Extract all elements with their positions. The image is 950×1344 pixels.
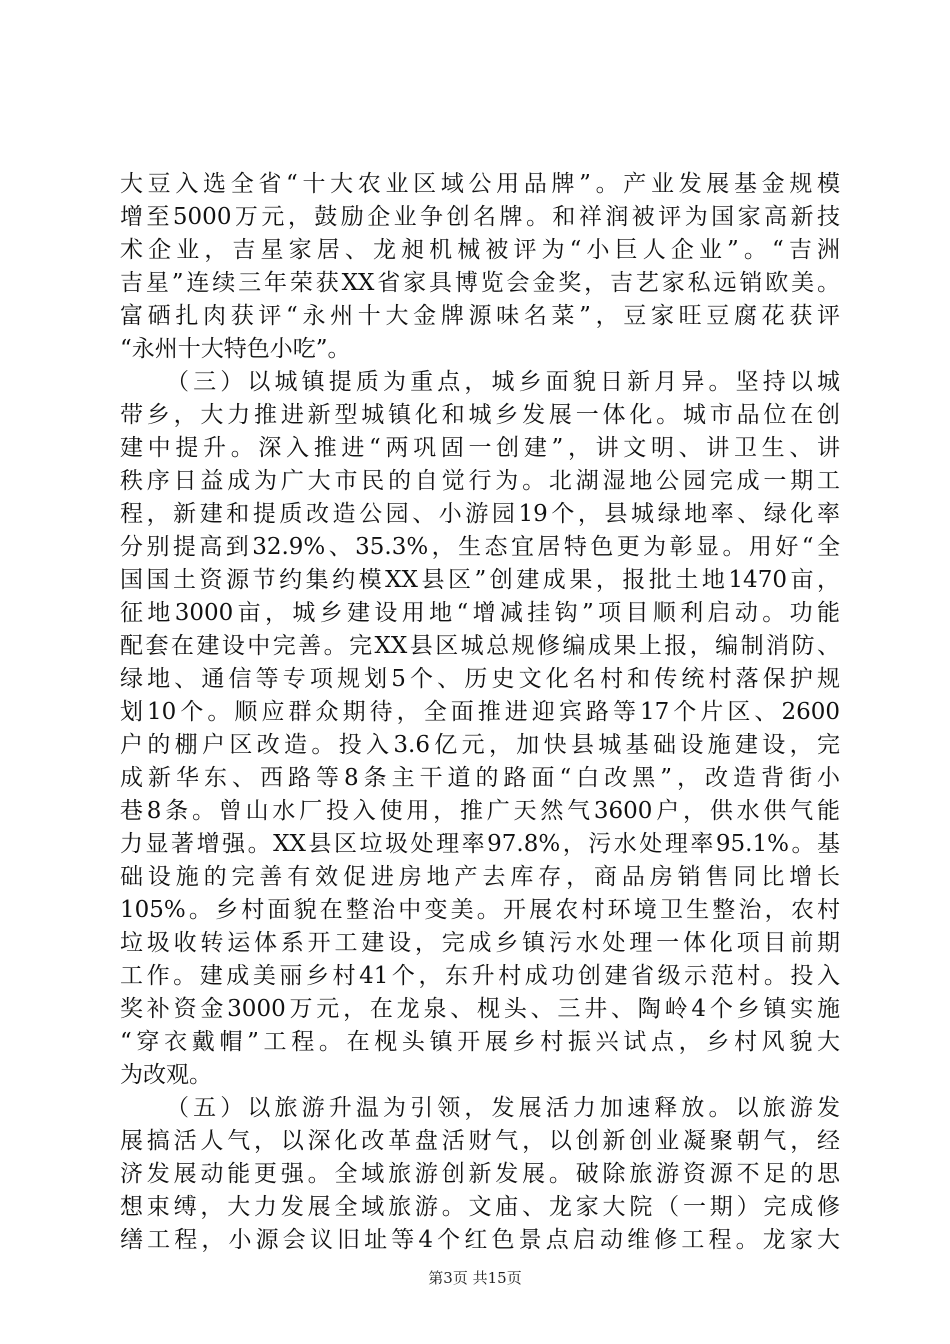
text-line: 户的棚户区改造。投入3.6亿元，加快县城基础设施建设，完: [120, 732, 840, 758]
section-heading-line: （三）以城镇提质为重点，城乡面貌日新月异。坚持以城: [166, 369, 840, 395]
text-line: 程，新建和提质改造公园、小游园19个，县城绿地率、绿化率: [120, 501, 840, 527]
text-line: 展搞活人气，以深化改革盘活财气，以创新创业凝聚朝气，经: [120, 1128, 840, 1154]
text-line: 划10个。顺应群众期待，全面推进迎宾路等17个片区、2600: [120, 699, 840, 725]
text-line: 绿地、通信等专项规划5个、历史文化名村和传统村落保护规: [120, 666, 840, 692]
text-line: 带乡，大力推进新型城镇化和城乡发展一体化。城市品位在创: [120, 402, 840, 428]
text-line: 为改观。: [120, 1062, 212, 1088]
text-line: 术企业，吉星家居、龙昶机械被评为“小巨人企业”。“吉洲: [120, 237, 840, 263]
text-line: 增至5000万元，鼓励企业争创名牌。和祥润被评为国家高新技: [120, 204, 840, 230]
text-line: 巷8条。曾山水厂投入使用，推广天然气3600户，供水供气能: [120, 798, 840, 824]
text-line: 大豆入选全省“十大农业区域公用品牌”。产业发展基金规模: [120, 171, 840, 197]
text-line: “穿衣戴帽”工程。在枧头镇开展乡村振兴试点，乡村风貌大: [120, 1029, 840, 1055]
text-line: 工作。建成美丽乡村41个，东升村成功创建省级示范村。投入: [120, 963, 840, 989]
text-line: 秩序日益成为广大市民的自觉行为。北湖湿地公园完成一期工: [120, 468, 840, 494]
section-heading-line: （五）以旅游升温为引领，发展活力加速释放。以旅游发: [166, 1095, 840, 1121]
text-line: 富硒扎肉获评“永州十大金牌源味名菜”，豆家旺豆腐花获评: [120, 303, 840, 329]
text-line: 配套在建设中完善。完XX县区城总规修编成果上报，编制消防、: [120, 633, 840, 659]
text-line: 国国土资源节约集约模XX县区”创建成果，报批土地1470亩，: [120, 567, 840, 593]
text-line: 分别提高到32.9%、35.3%，生态宜居特色更为彰显。用好“全: [120, 534, 840, 560]
text-line: 想束缚，大力发展全域旅游。文庙、龙家大院（一期）完成修: [120, 1194, 840, 1220]
text-line: 奖补资金3000万元，在龙泉、枧头、三井、陶岭4个乡镇实施: [120, 996, 840, 1022]
text-line: 力显著增强。XX县区垃圾处理率97.8%，污水处理率95.1%。基: [120, 831, 840, 857]
text-line: “永州十大特色小吃”。: [120, 336, 351, 362]
document-body: [120, 168, 840, 1257]
text-line: 征地3000亩，城乡建设用地“增减挂钩”项目顺利启动。功能: [120, 600, 840, 626]
text-line: 础设施的完善有效促进房地产去库存，商品房销售同比增长: [120, 864, 840, 890]
page-number-footer: 第3页 共15页: [428, 1269, 522, 1287]
text-line: 成新华东、西路等8条主干道的路面“白改黑”，改造背街小: [120, 765, 840, 791]
text-line: 105%。乡村面貌在整治中变美。开展农村环境卫生整治，农村: [120, 897, 840, 923]
text-line: 建中提升。深入推进“两巩固一创建”，讲文明、讲卫生、讲: [120, 435, 840, 461]
text-line: 吉星”连续三年荣获XX省家具博览会金奖，吉艺家私远销欧美。: [120, 270, 840, 296]
text-line: 缮工程，小源会议旧址等4个红色景点启动维修工程。龙家大: [120, 1227, 840, 1253]
text-line: 济发展动能更强。全域旅游创新发展。破除旅游资源不足的思: [120, 1161, 840, 1187]
text-line: 垃圾收转运体系开工建设，完成乡镇污水处理一体化项目前期: [120, 930, 840, 956]
